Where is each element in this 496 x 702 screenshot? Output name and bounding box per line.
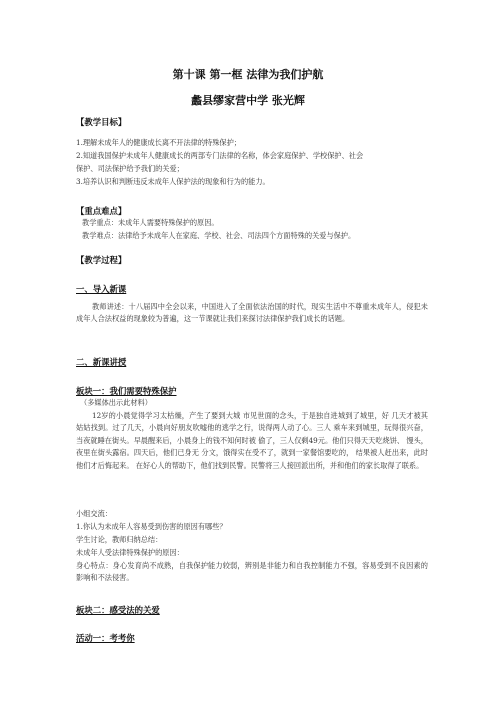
summary-label: 学生讨论，教师归纳总结： [76, 535, 163, 544]
discussion-question: 1.你认为未成年人容易受到伤害的原因有哪些？ [76, 522, 227, 531]
process-heading: 【教学过程】 [76, 255, 127, 265]
media-note: （多媒体出示此材料） [80, 398, 152, 407]
story-paragraph: 12岁的小晨觉得学习太枯燥，产生了要到大城 市见世面的念头，于是独自进城到了城里，好 几天才被其姑姑找到。过了几天，小晨向好朋友吹嘘他的逃学之行，说得两人动了心。三人 乘车来到城里，玩得很兴奋，当夜就睡在街头。早晨醒来后，小晨身上的钱不知何时被 偷了，三人仅剩49元。他们只得天天吃烧饼、 馒头，夜里在街头露宿。四天后，他们已身无 分文，饿得实在受不了，就到一家餐馆要吃的， 结果被人赶出来，此时他们才后悔起来。 在好心人的帮助下，他们找到民警。民警将三人接回派出所，并和他们的家长取得了联系。 [76, 411, 428, 470]
lesson-title: 第十课 第一框 法律为我们护航 [172, 68, 324, 81]
author-line: 蠡县缪家营中学 张光辉 [191, 94, 305, 107]
objective-item: 1.理解未成年人的健康成长离不开法律的特殊保护； [76, 138, 241, 147]
intro-heading: 一、导入新课 [76, 284, 127, 294]
key-point-item: 教学难点：法律给予未成年人在家庭、学校、社会、司法四个方面特殊的关爱与保护。 [82, 231, 356, 240]
new-lesson-heading: 二、新课讲授 [76, 357, 127, 367]
reason-label: 未成年人受法律特殊保护的原因： [76, 548, 184, 557]
key-point-item: 教学重点：未成年人需要特殊保护的原因。 [82, 218, 219, 227]
objective-item: 2.知道我国保护未成年人健康成长的两部专门法律的名称，体会家庭保护、学校保护、社会 [76, 151, 364, 160]
objectives-heading: 【教学目标】 [76, 117, 127, 127]
key-points-heading: 【重点难点】 [76, 206, 127, 216]
objective-item: 保护、司法保护给予我们的关爱； [76, 164, 184, 173]
block1-heading: 板块一：我们需要特殊保护 [76, 386, 177, 396]
discussion-label: 小组交流： [76, 509, 112, 518]
activity-heading: 活动一：考考你 [76, 633, 135, 643]
objective-item: 3.培养认识和判断违反未成年人保护法的现象和行为的能力。 [76, 177, 270, 186]
reason-paragraph: 身心特点：身心发育尚不成熟，自我保护能力较弱，辨别是非能力和自我控制能力不强，容易受到不良因素的影响和不法侵害。 [76, 561, 428, 583]
block2-heading: 板块二：感受法的关爱 [76, 605, 160, 615]
intro-paragraph: 教师讲述：十八届四中全会以来，中国进入了全面依法治国的时代，现实生活中不尊重未成年人，侵犯未成年人合法权益的现象较为普遍，这一节课就让我们来探讨法律保护我们成长的话题。 [76, 302, 428, 324]
